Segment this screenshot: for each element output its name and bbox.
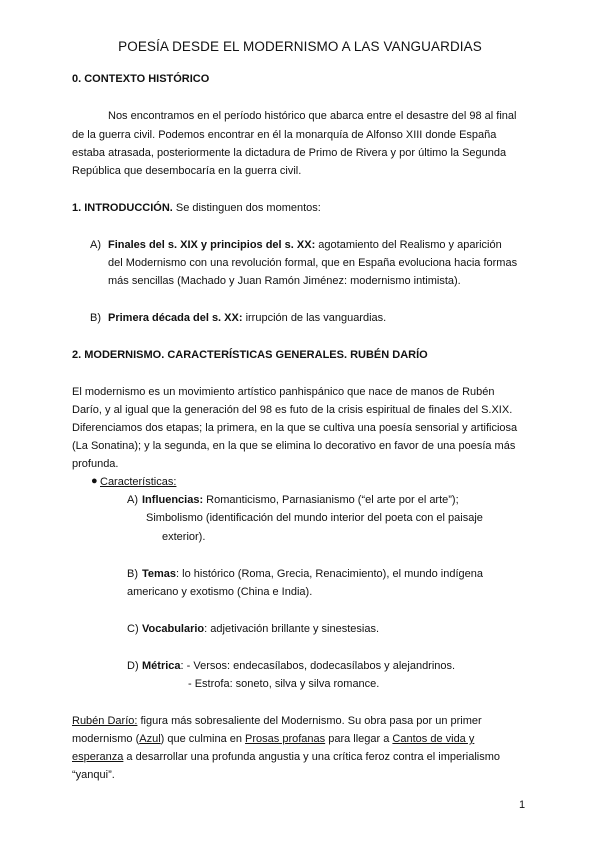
bullet-label: Características: xyxy=(100,476,177,488)
list-item-a xyxy=(108,236,502,255)
section-heading-contexto: 0. CONTEXTO HISTÓRICO xyxy=(72,73,210,85)
paragraph-text: ) que culmina en xyxy=(160,733,246,745)
work-title-esperanza: esperanza xyxy=(72,751,124,763)
paragraph-line: profunda. xyxy=(72,458,119,470)
paragraph-text: para llegar a xyxy=(325,733,393,745)
item-text: : - Versos: endecasílabos, dodecasílabos y alejandrinos. xyxy=(180,660,456,672)
paragraph-line: El modernismo es un movimiento artístico panhispánico que nace de manos de Rubén xyxy=(72,386,495,398)
item-bold: Finales del s. XIX y principios del s. XX: xyxy=(108,239,316,251)
caracteristica-temas xyxy=(142,565,483,584)
list-marker: A) xyxy=(127,494,138,506)
paragraph-text: figura más sobresaliente del Modernismo. Su obra pasa por un primer xyxy=(137,715,482,727)
work-title-azul: Azul xyxy=(139,733,161,745)
item-bold: Vocabulario xyxy=(142,623,205,635)
ruben-dario-line xyxy=(72,712,482,731)
list-item-line: del Modernismo con una revolución formal, que en España evoluciona hacia formas xyxy=(108,257,518,269)
paragraph-line: de la guerra civil. Podemos encontrar en él la monarquía de Alfonso XIII donde España xyxy=(72,129,497,141)
list-marker: A) xyxy=(90,239,101,251)
list-marker: B) xyxy=(127,568,138,580)
ruben-dario-line xyxy=(72,748,500,767)
list-marker: D) xyxy=(127,660,139,672)
list-marker: C) xyxy=(127,623,139,635)
paragraph-text: modernismo ( xyxy=(72,733,140,745)
work-title-cantos: Cantos de vida y xyxy=(392,733,475,745)
paragraph-line: Darío, y al igual que la generación del 98 es futo de la crisis espiritual de finales del S.XIX. xyxy=(72,404,513,416)
heading-bold: 1. INTRODUCCIÓN. xyxy=(72,202,173,214)
paragraph-line: Diferenciamos dos etapas; la primera, en la que se cultiva una poesía sensorial y artificiosa xyxy=(72,422,518,434)
caracteristica-metrica xyxy=(142,657,455,676)
document-title: POESÍA DESDE EL MODERNISMO A LAS VANGUARDIAS xyxy=(118,39,482,54)
ruben-dario-label: Rubén Darío: xyxy=(72,715,138,727)
paragraph-line: estaba atrasada, posteriormente la dictadura de Primo de Rivera y por último la Segunda xyxy=(72,147,507,159)
item-text: : lo histórico (Roma, Grecia, Renacimiento), el mundo indígena xyxy=(176,568,483,580)
list-item-line: americano y exotismo (China e India). xyxy=(127,586,313,598)
item-bold: Primera década del s. XX: xyxy=(108,312,243,324)
section-heading-modernismo: 2. MODERNISMO. CARACTERÍSTICAS GENERALES. RUBÉN DARÍO xyxy=(72,349,428,361)
item-bold: Métrica xyxy=(142,660,181,672)
list-item-line: más sencillas (Machado y Juan Ramón Jiménez: modernismo intimista). xyxy=(108,275,461,287)
list-item-line: exterior). xyxy=(162,531,206,543)
item-text: Romanticismo, Parnasianismo (“el arte por el arte”); xyxy=(203,494,459,506)
ruben-dario-line xyxy=(72,730,474,749)
caracteristica-vocabulario xyxy=(142,620,379,639)
work-title-prosas-profanas: Prosas profanas xyxy=(245,733,326,745)
section-heading-introduccion xyxy=(72,199,321,218)
item-text: : adjetivación brillante y sinestesias. xyxy=(204,623,380,635)
item-text: irrupción de las vanguardias. xyxy=(242,312,387,324)
list-item-line: Simbolismo (identificación del mundo interior del poeta con el paisaje xyxy=(146,512,483,524)
item-bold: Influencias: xyxy=(142,494,204,506)
paragraph-line: República que desembocaría en la guerra civil. xyxy=(72,165,302,177)
list-item-b xyxy=(108,309,386,328)
ruben-dario-line: “yanqui”. xyxy=(72,769,115,781)
item-bold: Temas xyxy=(142,568,177,580)
bullet-icon: ● xyxy=(91,475,98,487)
caracteristica-influencias xyxy=(142,491,459,510)
item-text: agotamiento del Realismo y aparición xyxy=(315,239,502,251)
list-marker: B) xyxy=(90,312,101,324)
page-number: 1 xyxy=(519,799,526,811)
paragraph-text: a desarrollar una profunda angustia y una crítica feroz contra el imperialismo xyxy=(123,751,501,763)
list-item-line: - Estrofa: soneto, silva y silva romance. xyxy=(188,678,380,690)
paragraph-line: Nos encontramos en el período histórico que abarca entre el desastre del 98 al final xyxy=(108,110,517,122)
heading-rest: Se distinguen dos momentos: xyxy=(172,202,321,214)
paragraph-line: (La Sonatina); y la segunda, en la que se elimina lo decorativo en favor de una poesía más xyxy=(72,440,516,452)
